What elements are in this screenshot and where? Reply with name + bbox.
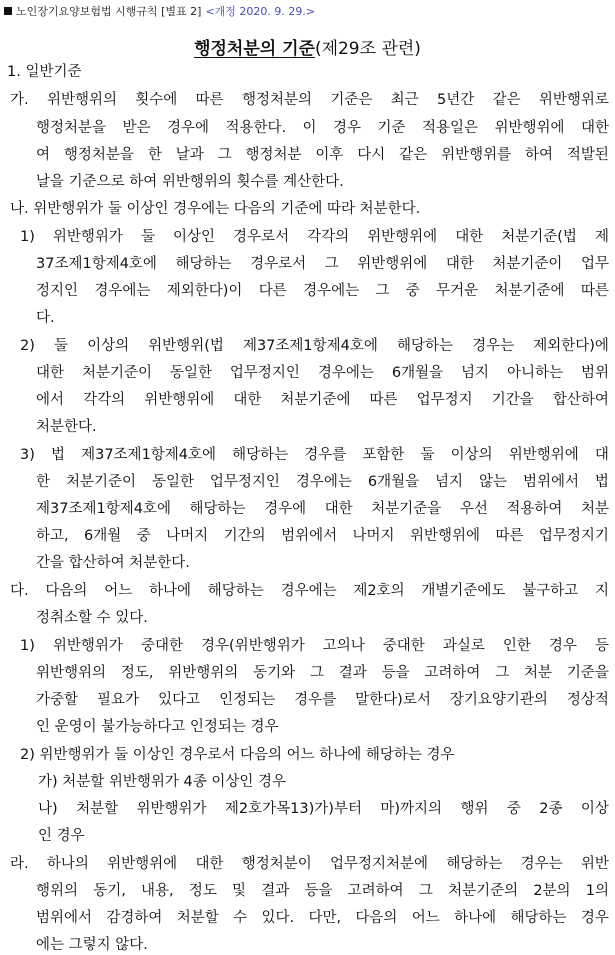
word: 처분기준이 [81, 365, 152, 381]
text-line: 처분한다. [36, 419, 97, 435]
word: 날과 [175, 147, 204, 163]
word: 처분기준(법 [501, 229, 577, 245]
word: 중대한 [140, 638, 183, 654]
text-line [36, 663, 609, 683]
word: 경우 [548, 638, 577, 654]
word: 등을 [304, 883, 333, 899]
word: 결과 [261, 883, 290, 899]
text-line: 2) 위반행위가 둘 이상인 경우로서 다음의 어느 하나에 해당하는 경우 [20, 747, 455, 763]
word: 경우를 [304, 447, 347, 463]
word: 처분기준을 [371, 501, 442, 517]
word: 제37조제1항제4호에 [36, 501, 171, 517]
word: 처분기준에 [494, 283, 565, 299]
square-bullet-icon [4, 7, 12, 15]
word: 횟수에 [135, 92, 178, 108]
word: 행정처분의 [241, 92, 313, 108]
word: 무거운 [436, 283, 479, 299]
word: 대한 [455, 229, 484, 245]
word: 따른 [580, 283, 609, 299]
word: 않는 [479, 474, 508, 490]
word: 한 [147, 147, 162, 163]
text-line: 인 경우 [38, 828, 85, 844]
word: 그 [375, 283, 390, 299]
word: 그 [217, 147, 232, 163]
word: 행정처분이 [241, 856, 312, 872]
word: 기준은 [330, 92, 373, 108]
text-line [10, 90, 609, 110]
word: 기준을 [566, 665, 609, 681]
word: 에서 [36, 392, 65, 408]
word: 처분기준의 [448, 883, 519, 899]
word: 감경하여 [106, 910, 163, 926]
word: 둘 [53, 338, 68, 354]
word: 위반행위의 [36, 665, 107, 681]
word: 대한 [36, 365, 65, 381]
word: 하여 [524, 147, 553, 163]
word: 필요가 [97, 692, 140, 708]
text-line [36, 145, 609, 165]
word: 경우(위반행위가 [201, 638, 305, 654]
word: 업무정지인 [209, 474, 280, 490]
word: 대 [594, 447, 609, 463]
word: 다만, [308, 910, 342, 926]
word: 2) [20, 338, 35, 354]
word: 위반행위(법 [148, 338, 224, 354]
word: 이 [302, 120, 317, 136]
word: 행위 [460, 801, 489, 817]
word: 5년간 [437, 92, 475, 108]
word: 불구하고 [522, 583, 579, 599]
word: 다음의 [45, 583, 88, 599]
word: 그 [309, 665, 324, 681]
word: 넘지 [435, 474, 464, 490]
text-line [36, 254, 609, 274]
word: 및 [232, 883, 247, 899]
word: 업무정지인 [229, 365, 300, 381]
word: 수 [233, 910, 248, 926]
word: 해당하는 [232, 447, 289, 463]
text-line [20, 336, 609, 356]
word: 경우에는 [94, 283, 151, 299]
word: 1) [20, 638, 35, 654]
word: 하나의 [46, 856, 89, 872]
word: 2종 [539, 801, 563, 817]
word: 위반행위의 [46, 92, 117, 108]
word: 라. [10, 856, 29, 872]
word: 최근 [390, 92, 419, 108]
word: 그 [418, 883, 433, 899]
word: 나머지 [352, 528, 395, 544]
word: 경우로서 [233, 229, 290, 245]
word: 인한 [502, 638, 531, 654]
word: 처분기준이 [492, 256, 563, 272]
text-line: 나. 위반행위가 둘 이상인 경우에는 다음의 기준에 따라 처분한다. [10, 201, 421, 217]
word: 제37조제1항제4호에 [242, 338, 378, 354]
word: 각각의 [83, 392, 126, 408]
word: 대한 [233, 392, 262, 408]
word: 내용, [141, 883, 174, 899]
word: 법 [50, 447, 65, 463]
word: 처분기준이 [65, 474, 136, 490]
word: 나) [38, 801, 58, 817]
word: 위반행위에 [409, 528, 481, 544]
text-line [36, 281, 609, 301]
word: 고려하여 [347, 883, 404, 899]
word: 적발된 [566, 147, 609, 163]
word: 처분 [580, 501, 609, 517]
word: 처분할 [76, 801, 119, 817]
word: 위반행위에 [144, 392, 215, 408]
word: 정상적 [566, 692, 609, 708]
word: 같은 [492, 92, 521, 108]
document-title [0, 34, 615, 59]
word: 위반행위가 [52, 229, 123, 245]
text-line: 에는 그렇지 않다. [36, 937, 148, 953]
word: 있다. [261, 910, 295, 926]
text-line [20, 227, 609, 247]
word: 동기와 [253, 665, 296, 681]
word: 2분의 [533, 883, 571, 899]
word: 행위의 [36, 883, 79, 899]
word: 위반행위에 [107, 856, 178, 872]
word: 동일한 [169, 365, 212, 381]
word: 고려하여 [424, 665, 481, 681]
word: 37조제1항제4호에 [36, 256, 157, 272]
word: 경우에는 [303, 283, 360, 299]
text-line: 가) 처분할 위반행위가 4종 이상인 경우 [38, 774, 287, 790]
word: 넘지 [461, 365, 490, 381]
word: 경우에는 [317, 365, 374, 381]
word: 경우로서 [250, 256, 307, 272]
word: 대한 [580, 120, 609, 136]
word: 이상인 [173, 229, 216, 245]
word: 아니하는 [507, 365, 564, 381]
word: 해당하는 [446, 856, 503, 872]
text-line [36, 690, 609, 710]
word: 위반 [580, 856, 609, 872]
word: 대한 [324, 501, 353, 517]
word: 경우 [333, 120, 362, 136]
text-line [36, 472, 609, 492]
word: 행정처분을 [63, 147, 134, 163]
word: 말한다)로서 [355, 692, 431, 708]
word: 합산하여 [552, 392, 609, 408]
word: 업무 [580, 256, 609, 272]
word: 여 [36, 147, 51, 163]
word: 받은 [122, 120, 151, 136]
word: 제외한다)이 [166, 283, 243, 299]
word: 범위에서 [281, 528, 338, 544]
word: 각각의 [307, 229, 350, 245]
word: 법 [594, 474, 609, 490]
text-line: 간을 합산하여 처분한다. [36, 555, 190, 571]
word: 범위 [580, 365, 609, 381]
text-line [10, 854, 609, 874]
text-line [36, 363, 609, 383]
word: 중 [506, 801, 521, 817]
text-line [36, 908, 609, 928]
text-line [20, 636, 609, 656]
word: 행정처분을 [36, 120, 107, 136]
word: 대한 [445, 256, 474, 272]
document-header [4, 3, 315, 19]
word: 위반행위가 [136, 801, 207, 817]
word: 위반행위에 [494, 120, 565, 136]
text-line [36, 526, 609, 546]
word: 나머지 [166, 528, 209, 544]
word: 어느 [411, 910, 440, 926]
word: 경우 [580, 910, 609, 926]
text-line: 정취소할 수 있다. [36, 610, 148, 626]
word: 이상의 [450, 447, 493, 463]
word: 해당하는 [396, 338, 454, 354]
word: 경우에는 [280, 583, 337, 599]
word: 대한 [195, 856, 224, 872]
word: 처분 [524, 665, 553, 681]
word: 범위에서 [522, 474, 579, 490]
word: 이후 [315, 147, 344, 163]
word: 그 [324, 256, 339, 272]
word: 기간을 [491, 392, 534, 408]
title-main: 행정처분의 기준 [194, 39, 315, 59]
text-line: 인 운영이 불가능하다고 인정되는 경우 [36, 719, 279, 735]
title-sub: (제29조 관련) [314, 39, 421, 59]
word: 위반행위에 [508, 447, 579, 463]
word: 다. [10, 583, 29, 599]
word: 어느 [104, 583, 133, 599]
word: 경우에 [166, 120, 209, 136]
word: 우선 [459, 501, 488, 517]
word: 정지인 [36, 283, 79, 299]
word: 중 [136, 528, 151, 544]
word: 범위에서 [36, 910, 93, 926]
word: 이상 [580, 801, 609, 817]
word: 같은 [399, 147, 428, 163]
text-line [36, 118, 609, 138]
word: 하나에 [148, 583, 191, 599]
word: 하고, [36, 528, 69, 544]
word: 둘 [420, 447, 435, 463]
word: 처분기준에 [280, 392, 351, 408]
word: 제2호가목13)가)부터 [224, 801, 362, 817]
word: 3) [20, 447, 35, 463]
word: 등을 [381, 665, 410, 681]
word: 경우는 [520, 856, 563, 872]
word: 6개월을 [391, 365, 444, 381]
word: 업무정지처분에 [330, 856, 429, 872]
law-reference: 노인장기요양보험법 시행규칙 [별표 2] [16, 5, 202, 18]
word: 등 [594, 638, 609, 654]
word: 1의 [585, 883, 609, 899]
text-line [36, 881, 609, 901]
word: 행정처분 [245, 147, 302, 163]
word: 따른 [495, 528, 524, 544]
word: 따른 [195, 92, 224, 108]
word: 기준 [377, 120, 406, 136]
word: 다음의 [355, 910, 398, 926]
word: 한 [36, 474, 51, 490]
word: 해당하는 [189, 501, 246, 517]
word: 장기요양기관의 [449, 692, 548, 708]
word: 정도 [188, 883, 217, 899]
word: 업무정지 [416, 392, 473, 408]
word: 위반행위에 [357, 256, 428, 272]
word: 인정되는 [219, 692, 276, 708]
word: 다시 [357, 147, 386, 163]
word: 고의나 [322, 638, 365, 654]
text-line [20, 445, 609, 465]
word: 둘 [140, 229, 155, 245]
word: 있다고 [158, 692, 201, 708]
word: 6개월 [84, 528, 122, 544]
word: 지 [594, 583, 609, 599]
word: 제외한다)에 [533, 338, 609, 354]
word: 위반행위를 [441, 147, 512, 163]
word: 포함한 [362, 447, 405, 463]
word: 위반행위가 [52, 638, 123, 654]
word: 적용한다. [225, 120, 287, 136]
word: 위반행위로 [538, 92, 609, 108]
word: 마)까지의 [380, 801, 443, 817]
text-line [36, 390, 609, 410]
word: 가중할 [36, 692, 79, 708]
text-line: 다. [36, 310, 55, 326]
text-line [38, 799, 609, 819]
word: 중대한 [382, 638, 425, 654]
word: 이상의 [87, 338, 130, 354]
word: 중 [405, 283, 420, 299]
word: 해당하는 [175, 256, 232, 272]
word: 결과 [338, 665, 367, 681]
word: 과실로 [442, 638, 485, 654]
word: 가. [10, 92, 29, 108]
word: 해당하는 [207, 583, 264, 599]
word: 적용하여 [506, 501, 563, 517]
word: 정도, [120, 665, 154, 681]
word: 처분할 [176, 910, 219, 926]
word: 6개월을 [367, 474, 420, 490]
word: 하나에 [454, 910, 497, 926]
text-line: 날을 기준으로 하여 위반행위의 횟수를 계산한다. [36, 174, 344, 190]
word: 기간의 [223, 528, 266, 544]
revision-date: <개정 2020. 9. 29.> [205, 5, 316, 18]
text-line [36, 499, 609, 519]
word: 제2호의 [353, 583, 405, 599]
word: 위반행위의 [168, 665, 239, 681]
word: 경우는 [472, 338, 515, 354]
word: 업무정지기 [538, 528, 609, 544]
text-line [10, 581, 609, 601]
word: 경우에는 [295, 474, 352, 490]
word: 그 [495, 665, 510, 681]
word: 제37조제1항제4호에 [81, 447, 217, 463]
word: 경우에 [264, 501, 307, 517]
word: 위반행위에 [367, 229, 438, 245]
word: 제 [594, 229, 609, 245]
word: 다른 [258, 283, 287, 299]
word: 경우를 [294, 692, 337, 708]
word: 1) [20, 229, 35, 245]
word: 적용일은 [421, 120, 478, 136]
word: 동기, [93, 883, 126, 899]
word: 따른 [369, 392, 398, 408]
word: 해당하는 [510, 910, 567, 926]
word: 동일한 [151, 474, 194, 490]
word: 개별기준에도 [421, 583, 506, 599]
text-line: 1. 일반기준 [7, 64, 82, 80]
